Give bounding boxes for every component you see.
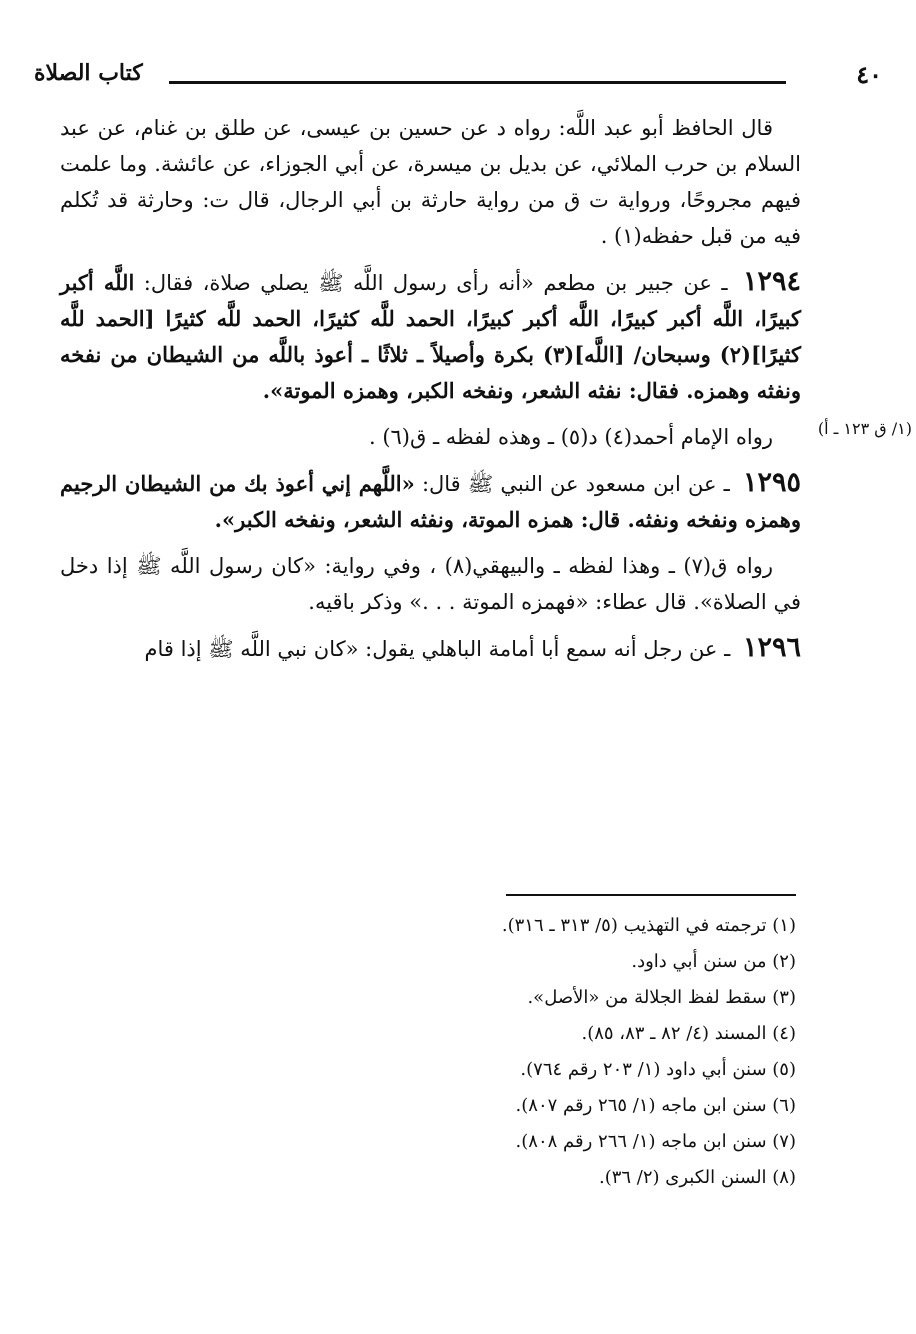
footnote: (٤) المسند (٤/ ٨٢ ـ ٨٣، ٨٥). xyxy=(581,1023,796,1044)
hadith-matn: «اللَّهم إني أعوذ بك من الشيطان الرجيم وهمزه ونفخه ونفثه. قال: همزه الموتة، ونفثه الشعر، ونفخه الكبر». xyxy=(60,471,801,532)
hadith-matn: اللَّه أكبر كبيرًا، اللَّه أكبر كبيرًا، اللَّه أكبر كبيرًا، الحمد للَّه كثيرًا، الحمد للَّه كثيرًا [الحمد للَّه كثيرًا](٢) وسبحان/ [اللَّه](٣) بكرة وأصيلاً ـ ثلاثًا ـ أعوذ باللَّه من الشيطان من نفخه ونفثه وهمزه. فقال: نفثه الشعر، ونفخه الكبر، وهمزه الموتة». xyxy=(60,270,801,403)
hadith-number: ١٢٩٦ xyxy=(742,632,801,663)
running-header xyxy=(34,58,882,92)
hadith-number: ١٢٩٤ xyxy=(742,266,801,297)
hadith-source: رواه الإمام أحمد(٤) د(٥) ـ وهذه لفظه ـ ق(٦) . xyxy=(368,425,773,449)
footnotes xyxy=(300,908,796,1196)
footnote: (٧) سنن ابن ماجه (١/ ٢٦٦ رقم ٨٠٨). xyxy=(515,1131,796,1152)
header-rule xyxy=(169,81,786,84)
footnote: (٨) السنن الكبرى (٢/ ٣٦). xyxy=(598,1167,796,1188)
main-text xyxy=(60,110,801,677)
footnote-separator xyxy=(506,894,796,896)
hadith-chain: ـ عن رجل أنه سمع أبا أمامة الباهلي يقول: «كان نبي اللَّه ﷺ إذا قام xyxy=(144,637,731,661)
hadith-source: رواه ق(٧) ـ وهذا لفظه ـ والبيهقي(٨) ، وفي رواية: «كان رسول اللَّه ﷺ إذا دخل في الصلاة». قال عطاء: «فهمزه الموتة . . .» وذكر باقيه. xyxy=(60,554,801,614)
footnote: (٣) سقط لفظ الجلالة من «الأصل». xyxy=(527,987,796,1008)
footnote: (٢) من سنن أبي داود. xyxy=(631,951,796,972)
footnote: (٦) سنن ابن ماجه (١/ ٢٦٥ رقم ٨٠٧). xyxy=(515,1095,796,1116)
book-title: كتاب الصلاة xyxy=(34,60,143,86)
hadith-chain: ـ عن جبير بن مطعم «أنه رأى رسول اللَّه ﷺ يصلي صلاة، فقال: xyxy=(143,271,728,295)
hadith-chain: ـ عن ابن مسعود عن النبي ﷺ قال: xyxy=(421,472,730,496)
hadith-1296 xyxy=(60,630,801,667)
hadith-number: ١٢٩٥ xyxy=(742,467,801,498)
paragraph-intro: قال الحافظ أبو عبد اللَّه: رواه د عن حسين بن عيسى، عن طلق بن غنام، عن عبد السلام بن حرب الملائي، عن بديل بن ميسرة، عن أبي الجوزاء، عن عائشة. وما علمت فيهم مجروحًا، ورواية ت ق من رواية حارثة بن أبي الرجال، قال ت: وحارثة قد تُكلم فيه من قبل حفظه(١) . xyxy=(60,116,801,248)
footnote: (١) ترجمته في التهذيب (٥/ ٣١٣ ـ ٣١٦). xyxy=(501,915,796,936)
footnote: (٥) سنن أبي داود (١/ ٢٠٣ رقم ٧٦٤). xyxy=(520,1059,796,1080)
hadith-1294 xyxy=(60,264,801,409)
hadith-1295 xyxy=(60,465,801,538)
manuscript-folio-note: (١/ ق ١٢٣ ـ أ) xyxy=(817,419,912,438)
page-number: ٤٠ xyxy=(856,60,882,89)
